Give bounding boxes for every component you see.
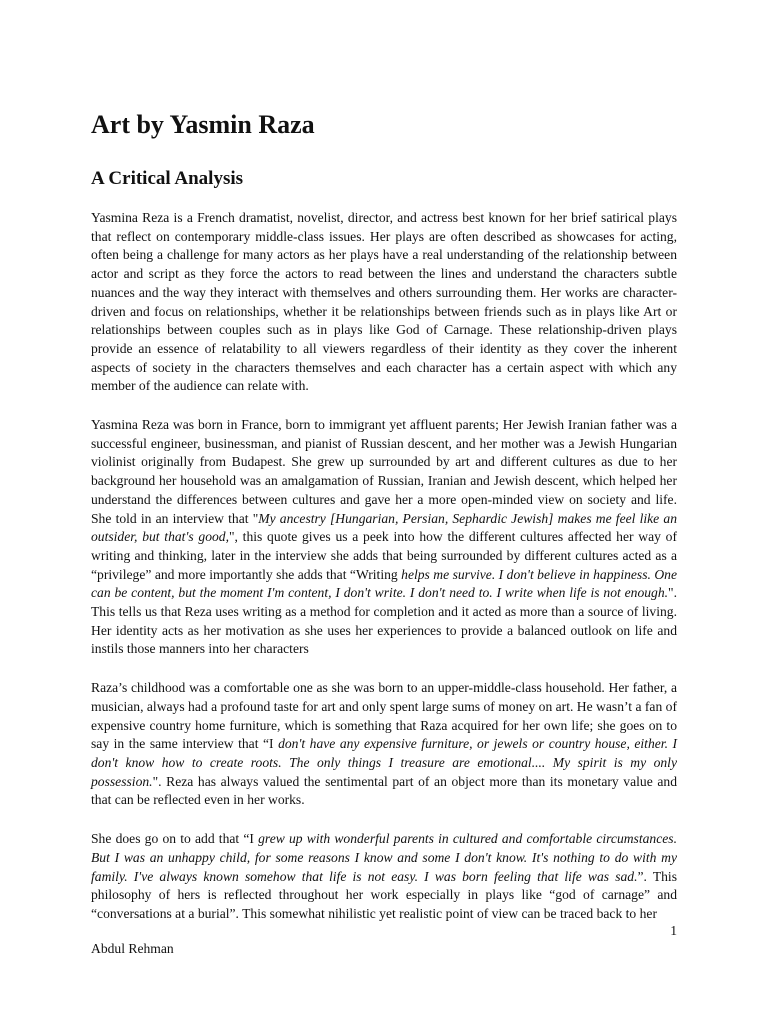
paragraph-text: Yasmina Reza was born in France, born to immigrant yet affluent parents; Her Jewish Iranian father was a successful engineer, businessman, and pianist of Russian descent, and her mother was a Jewish Hungarian violinist originally from Budapest. She grew up surrounded by art and different cultures as due to her background her household was an amalgamation of Russian, Iranian and Jewish descent, which helped her understand the differences between cultures and gave her a more open-minded view on society and life. She told in an interview that " [91, 417, 677, 526]
paragraph-childhood [91, 679, 677, 810]
paragraph-philosophy [91, 830, 677, 924]
footer-author: Abdul Rehman [91, 941, 174, 956]
paragraph-background [91, 416, 677, 659]
quote-text: My ancestry [Hungarian, Persian, Sephardic Jewish] makes me feel like an outsider, but that's good, [91, 510, 677, 545]
paragraph-text: ". Reza has always valued the sentimental part of an object more than its monetary value and that can be reflected even in her works. [91, 773, 677, 808]
paragraph-text: ”. This philosophy of hers is reflected throughout her work especially in plays like “god of carnage” and “conversations at a burial”. This somewhat nihilistic yet realistic point of view can be traced back to her [91, 868, 677, 921]
paragraph-text: Yasmina Reza is a French dramatist, novelist, director, and actress best known for her brief satirical plays that reflect on contemporary middle-class issues. Her plays are often described as showcases for acting, often being a challenge for many actors as her plays have a real understanding of the relationship between actor and script as they force the actors to read between the lines and understand the characters subtle nuances and the way they interact with themselves and others surrounding them. Her works are character-driven and focus on relationships, whether it be relationships between friends such as in plays like Art or relationships between couples such as in plays like God of Carnage. These relationship-driven plays provide an essence of relatability to all viewers regardless of their identity as they cover the inherent aspects of society in the characters themselves and each character has a certain aspect with which any member of the audience can relate with. [91, 210, 677, 394]
paragraph-text: ", this quote gives us a peek into how the different cultures affected her way of writing and thinking, later in the interview she adds that being surrounded by different cultures acted as a “privilege” and more importantly she adds that “Writing [91, 529, 677, 582]
quote-text: helps me survive. I don't believe in happiness. One can be content, but the moment I'm content, I don't write. I don't need to. I write when life is not enough. [91, 566, 677, 601]
paragraph-intro [91, 209, 677, 396]
quote-text: don't have any expensive furniture, or jewels or country house, either. I don't know how to create roots. The only things I treasure are emotional.... My spirit is my only possession. [91, 736, 677, 789]
document-page [91, 0, 677, 1024]
paragraph-text: Raza’s childhood was a comfortable one as she was born to an upper-middle-class household. Her father, a musician, always had a profound taste for art and only spent large sums of money on art. He wasn’t a fan of expensive country home furniture, which is something that Raza acquired for her own life; she goes on to say in the same interview that “I [91, 680, 677, 752]
paragraph-text: She does go on to add that “I [91, 831, 259, 847]
document-body [91, 209, 677, 944]
page-number: 1 [670, 923, 677, 938]
paragraph-text: ". This tells us that Reza uses writing as a method for completion and it acted as more than a source of living. Her identity acts as her motivation as she uses her experiences to provide a balanced outlook on life and instils those manners into her characters [91, 585, 677, 657]
quote-text: grew up with wonderful parents in cultured and comfortable circumstances. But I was an unhappy child, for some reasons I know and some I don't know. It's nothing to do with my family. I've always known somehow that life is not easy. I was born feeling that life was sad. [91, 831, 677, 884]
document-title: Art by Yasmin Raza [91, 110, 315, 139]
document-subtitle: A Critical Analysis [91, 168, 244, 189]
